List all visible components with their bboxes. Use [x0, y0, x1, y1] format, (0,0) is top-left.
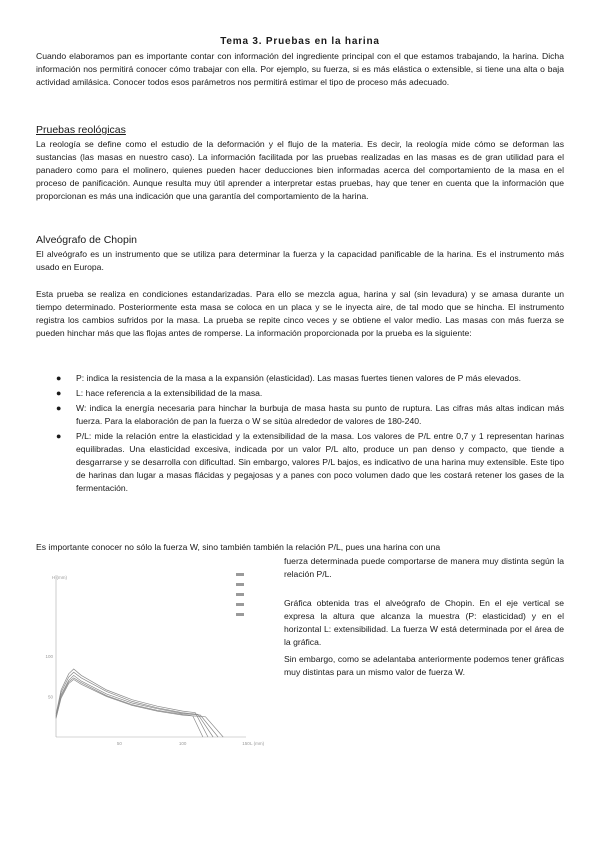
chart-legend [236, 573, 244, 616]
list-item-l [36, 387, 564, 400]
rheology-paragraph: La reología se define como el estudio de la deformación y el flujo de la materia. Es decir, la reología mide cómo se deforman las sustancias (las masas en nuestro caso). La información facilitada por las pruebas realizadas en las masas es de gran utilidad para el panadero como para el molinero, quienes pueden hacer deducciones bien informadas acerca del comportamiento de la masa en el proceso de panificación. Aunque resulta muy útil aprender a interpretar estas pruebas, hay que tener en cuenta que la información que proporcionan es más una indicación que una garantía del comportamiento de la harina. [36, 139, 564, 201]
graph-caption-extra: Sin embargo, como se adelantaba anteriormente podemos tener gráficas muy distintas para un mismo valor de fuerza W. [284, 654, 564, 677]
y-axis-label: H (mm) [52, 575, 67, 580]
list-item-text: P/L: mide la relación entre la elasticidad y la extensibilidad de la masa. Los valores de P/L entre 0,7 y 1 representan harinas equilibradas. Una elasticidad excesiva, indicada por un valor P/L alto, produce un pan denso y compacto, que tiende a desgarrarse y se desarrolla con dificultad. Sin embargo, valores P/L bajos, es indicativo de una harina muy extensible. Este tipo de harinas dan lugar a masas flácidas y pegajosas y a panes con poco volumen dado que les costará retener los gases de la fermentación. [76, 431, 564, 493]
parameter-list [36, 372, 564, 497]
x-axis-label: L (mm) [250, 741, 265, 746]
chart-curves [56, 669, 223, 737]
legend-mark [236, 603, 244, 606]
list-item-text: W: indica la energía necesaria para hinchar la burbuja de masa hasta su punto de ruptura. Las cifras más altas indican más fuerza. Para la elaboración de pan la fuerza o W se sitúa alrededor de valores de 180-240. [76, 403, 564, 426]
alveogram-chart [36, 565, 276, 750]
bullet-icon: ● [56, 431, 62, 441]
list-item-p [36, 372, 564, 385]
y-tick-label: 50 [47, 694, 53, 700]
alveogram-curve-5 [56, 680, 223, 738]
graph-caption: Gráfica obtenida tras el alveógrafo de Chopin. En el eje vertical se expresa la altura que alcanza la muestra (P: elasticidad) y en el horizontal L: extensibilidad. La fuerza W está determinada por el área de la gráfica. [284, 598, 564, 647]
alveograph-paragraph-2: Esta prueba se realiza en condiciones estandarizadas. Para ello se mezcla agua, harina y sal (sin levadura) y se amasa durante un tiempo determinado. Posteriormente esta masa se coloca en un placa y se le inyecta aire, de tal modo que se hincha. El instrumento registra los cambios sufridos por la masa. La prueba se repite cinco veces y se obtiene el valor medio. Las masas con más fuerza se pueden hinchar más que las flojas antes de romperse. La información proporcionada por la prueba es la siguiente: [36, 289, 564, 338]
document-title: Tema 3. Pruebas en la harina [220, 36, 380, 47]
legend-mark [236, 573, 244, 576]
x-tick-label: 100 [178, 741, 187, 746]
alveograph-paragraph-1: El alveógrafo es un instrumento que se utiliza para determinar la fuerza y la capacidad panificable de la harina. Es el instrumento más usado en Europa. [36, 249, 564, 272]
chart-axes [56, 575, 246, 737]
alveogram-curve-4 [56, 678, 203, 737]
list-item-w [36, 402, 564, 428]
bullet-icon: ● [56, 388, 62, 398]
intro-paragraph: Cuando elaboramos pan es importante contar con información del ingrediente principal con el que estamos trabajando, la harina. Dicha información nos permitirá conocer cómo trabajar con ella. Por ejemplo, su fuerza, si es más elástica o extensible, si tiene una alta o baja actividad amilásica. Conocer todos esos parámetros nos permitirá estimar el tipo de proceso más adecuado. [36, 51, 564, 87]
legend-mark [236, 583, 244, 586]
alveogram-figure [36, 565, 276, 750]
bullet-icon: ● [56, 403, 62, 413]
legend-mark [236, 593, 244, 596]
bullet-icon: ● [56, 373, 62, 383]
legend-mark [236, 613, 244, 616]
chart-ticks [45, 575, 264, 746]
x-tick-label: 150 [242, 741, 250, 746]
importance-paragraph: Es importante conocer no sólo la fuerza W, sino también también la relación P/L, pues una harina con una [36, 542, 441, 552]
section-heading-alveograph: Alveógrafo de Chopin [36, 234, 137, 246]
y-tick-label: 100 [45, 654, 53, 659]
x-tick-label: 50 [116, 741, 122, 746]
list-item-text: L: hace referencia a la extensibilidad de la masa. [76, 388, 263, 398]
list-item-text: P: indica la resistencia de la masa a la expansión (elasticidad). Las masas fuertes tienen valores de P más elevados. [76, 373, 522, 383]
importance-continued: fuerza determinada puede comportarse de manera muy distinta según la relación P/L. [284, 556, 564, 579]
list-item-pl [36, 430, 564, 495]
section-heading-rheological: Pruebas reológicas [36, 124, 126, 136]
